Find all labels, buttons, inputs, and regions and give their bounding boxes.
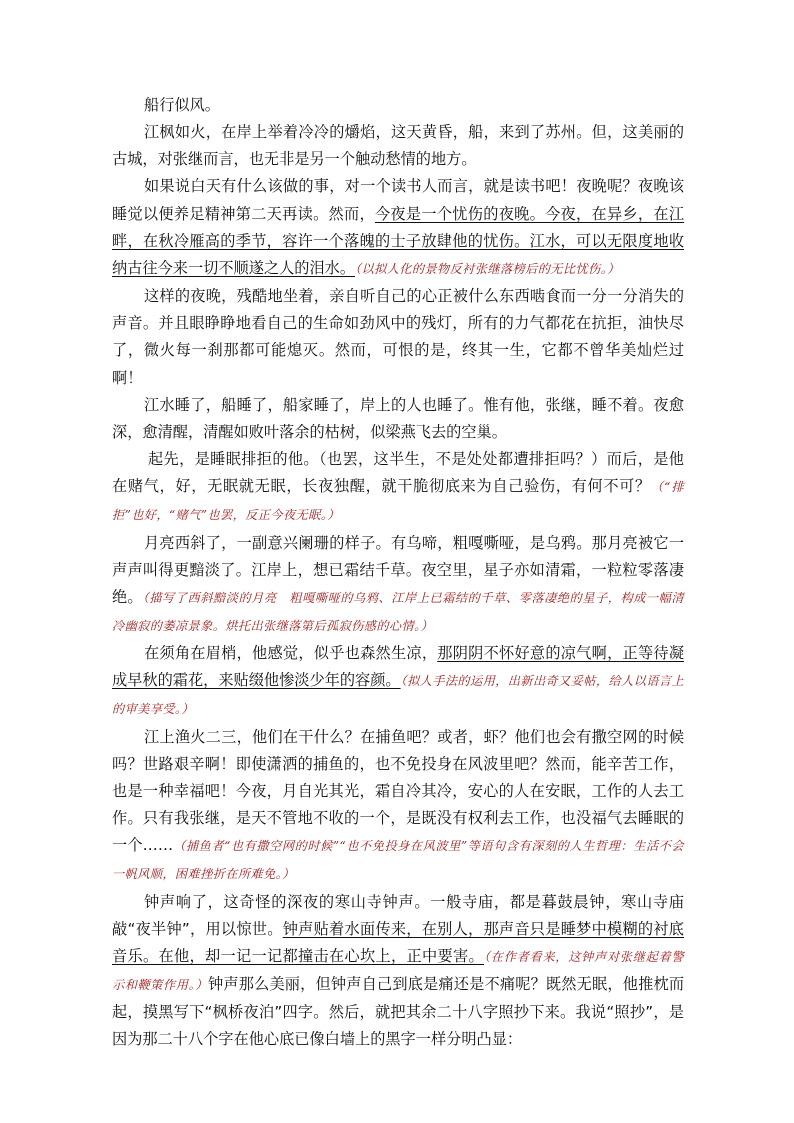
underlined-sentence: 今夜是一个忧伤的夜晚。今夜，在异乡，在江畔，在秋冷雁高的季节，容许一个落魄的士子放肆他的忧伤。江水，可以无限度地收纳古往今来一切不顺遂之人的泪水。: [112, 204, 685, 277]
paragraph-text: 江上渔火二三，他们在干什么？在捕鱼吧？或者，虾？他们也会有撒空网的时候吗？世路艰辛啊！即使潇洒的捕鱼的，也不免投身在风波里吧？然而，能辛苦工作，也是一种幸福吧！今夜，月自光其光，霜自冷其冷，安心的人在安眠，工作的人去工作。只有我张继，是天不管地不收的一个，是既没有权利去工作，也没福气去睡眠的一个……: [112, 727, 684, 855]
paragraph-text: 江水睡了，船睡了，船家睡了，岸上的人也睡了。惟有他，张继，睡不着。夜愈深，愈清醒，清醒如败叶落余的枯树，似梁燕飞去的空巢。: [112, 395, 684, 441]
paragraph-text: 这样的夜晚，残酷地坐着，亲自听自己的心正被什么东西啮食而一分一分消失的声音。并且眼睁睁地看自己的生命如劲风中的残灯，所有的力气都花在抗拒，油快尽了，微火每一刹那都可能熄灭。然而，可恨的是，终其一生，它都不曾华美灿烂过啊！: [112, 287, 684, 387]
paragraph-3: [112, 173, 684, 283]
underlined-sentence: 那阴阴不怀好意的凉气啊，正等待凝成早秋的霜花，来贴缀他惨淡少年的容颜。: [112, 644, 685, 690]
paragraph-6: [112, 446, 684, 529]
paragraph-text: 起先，是睡眠排拒的他。（也罢，这半生，不是处处都遭排拒吗？）而后，是他在赌气，好，无眠就无眠，长夜独醒，就干脆彻底来为自己验伤，有何不可？: [112, 450, 684, 496]
underlined-sentence: 钟声贴着水面传来，在别人，那声音只是睡梦中模糊的衬底音乐。在他，却一记一记都撞击在心坎上，正中要害。: [112, 919, 684, 965]
paragraph-9: [112, 724, 684, 889]
paragraph-text: 钟声响了，这奇怪的深夜的寒山寺钟声。一般寺庙，都是暮鼓晨钟，寒山寺庙敲“夜半钟”，用以惊世。: [112, 892, 684, 938]
annotation-note: （“排拒”也好，“赌气”也罢，反正今夜无眠。）: [112, 480, 685, 523]
paragraph-7: [112, 530, 684, 641]
paragraph-text: 月亮西斜了，一副意兴阑珊的样子。有乌啼，粗嘎嘶哑，是乌鸦。那月亮被它一声声叫得更黯淡了。江岸上，想已霜结千草。夜空里，星子亦如清霜，一粒粒零落凄绝。: [112, 533, 684, 606]
annotation-note: （描写了西斜黯淡的月亮 粗嘎嘶哑的乌鸦、江岸上已霜结的千草、零落凄绝的星子，构成一幅清冷幽寂的萎凉景象。烘托出张继落第后孤寂伤感的心情。）: [112, 590, 684, 633]
paragraph-10: [112, 889, 684, 1054]
annotation-note: （在作者看来，这钟声对张继起着警示和鞭策作用。）: [112, 949, 684, 992]
paragraph-5: [112, 392, 684, 446]
paragraph-1: [112, 92, 684, 119]
article-body: [112, 92, 684, 1053]
paragraph-4: [112, 283, 684, 392]
paragraph-text: 在须角在眉梢，他感觉，似乎也森然生凉，: [144, 644, 438, 663]
annotation-note: （以拟人化的景物反衬张继落榜后的无比忧伤。）: [355, 261, 620, 276]
paragraph-text: 钟声那么美丽，但钟声自己到底是痛还是不痛呢？既然无眠，他推枕而起，摸黑写下“枫桥夜泊”四字。然后，就把其余二十八字照抄下来。我说“照抄”，是因为那二十八个字在他心底已像白墙上的黑字一样分明凸显：: [112, 975, 685, 1049]
paragraph-2: [112, 119, 684, 173]
annotation-note: （捕鱼者“也有撒空网的时候”“也不免投身在风波里”等语句含有深刻的人生哲理：生活不会一帆风顺，困难挫折在所难免。）: [112, 839, 685, 882]
paragraph-8: [112, 640, 684, 723]
paragraph-text: 江枫如火，在岸上举着冷冷的爝焰，这天黄昏，船，来到了苏州。但，这美丽的古城，对张继而言，也无非是另一个触动愁情的地方。: [112, 123, 684, 169]
paragraph-text: 如果说白天有什么该做的事，对一个读书人而言，就是读书吧！夜晚呢？夜晚该睡觉以便养足精神第二天再读。然而，: [112, 177, 684, 223]
paragraph-text: 船行似风。: [144, 96, 220, 114]
annotation-note: （拟人手法的运用，出新出奇又妥帖，给人以语言上的审美享受。）: [112, 674, 684, 717]
